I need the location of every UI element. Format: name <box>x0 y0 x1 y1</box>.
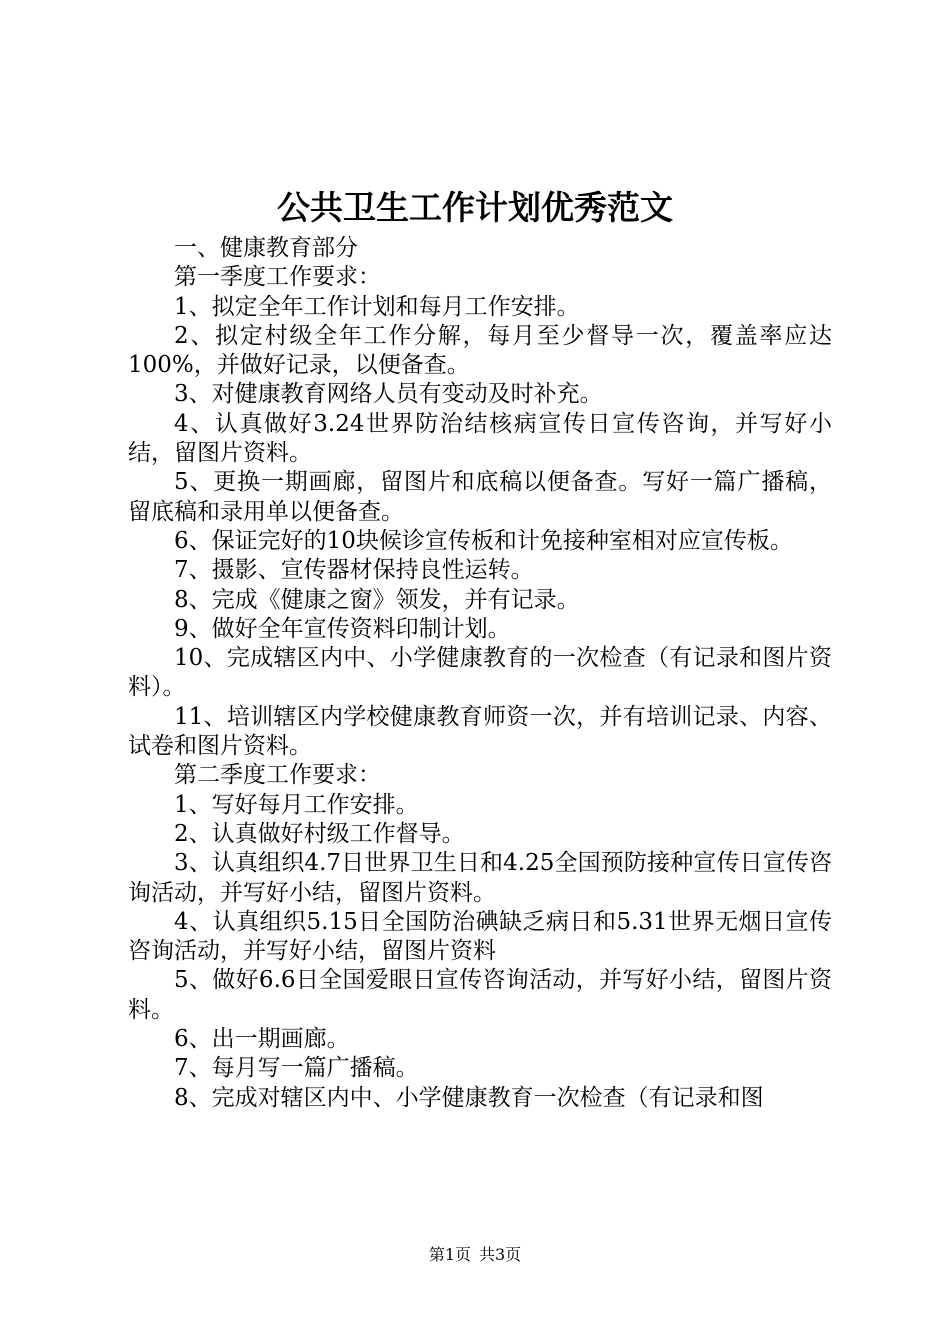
page-number: 第1页 <box>428 1245 471 1264</box>
paragraph-q2-heading: 第二季度工作要求： <box>174 762 381 789</box>
paragraph: 3、认真组织4.7日世界卫生日和4.25全国预防接种宣传日宣传咨询活动，并写好小结，留图片资料。 <box>128 850 832 906</box>
paragraph: 11、培训辖区内学校健康教育师资一次，并有培训记录、内容、试卷和图片资料。 <box>128 703 832 760</box>
paragraph: 2、拟定村级全年工作分解，每月至少督导一次，覆盖率应达100%，并做好记录，以便备查。 <box>128 322 832 379</box>
paragraph-q1-heading: 第一季度工作要求： <box>174 264 381 291</box>
paragraph: 1、写好每月工作安排。 <box>174 791 419 818</box>
paragraph: 8、完成《健康之窗》领发，并有记录。 <box>174 586 580 613</box>
document-body <box>128 234 832 1113</box>
paragraph: 8、完成对辖区内中、小学健康教育一次检查（有记录和图 <box>174 1084 764 1111</box>
paragraph: 7、摄影、宣传器材保持良性运转。 <box>174 557 534 584</box>
paragraph: 1、拟定全年工作计划和每月工作安排。 <box>174 293 580 320</box>
paragraph: 7、每月写一篇广播稿。 <box>174 1055 419 1082</box>
paragraph: 9、做好全年宣传资料印制计划。 <box>174 615 511 642</box>
page-footer <box>0 1243 950 1267</box>
paragraph: 6、保证完好的10块候诊宣传板和计免接种室相对应宣传板。 <box>174 527 793 554</box>
paragraph: 6、出一期画廊。 <box>174 1026 350 1053</box>
paragraph: 4、认真组织5.15日全国防治碘缺乏病日和5.31世界无烟日宣传咨询活动，并写好小结，留图片资料 <box>128 908 832 965</box>
paragraph-section-heading: 一、健康教育部分 <box>174 235 358 261</box>
paragraph: 3、对健康教育网络人员有变动及时补充。 <box>174 381 603 408</box>
page-total: 共3页 <box>479 1245 522 1264</box>
paragraph: 10、完成辖区内中、小学健康教育的一次检查（有记录和图片资料）。 <box>128 645 832 701</box>
paragraph: 2、认真做好村级工作督导。 <box>174 820 465 847</box>
paragraph: 5、做好6.6日全国爱眼日宣传咨询活动，并写好小结，留图片资料。 <box>128 967 832 1023</box>
paragraph: 5、更换一期画廊，留图片和底稿以便备查。写好一篇广播稿，留底稿和录用单以便备查。 <box>128 469 832 525</box>
paragraph: 4、认真做好3.24世界防治结核病宣传日宣传咨询，并写好小结，留图片资料。 <box>128 410 832 467</box>
document-title: 公共卫生工作计划优秀范文 <box>277 188 673 227</box>
